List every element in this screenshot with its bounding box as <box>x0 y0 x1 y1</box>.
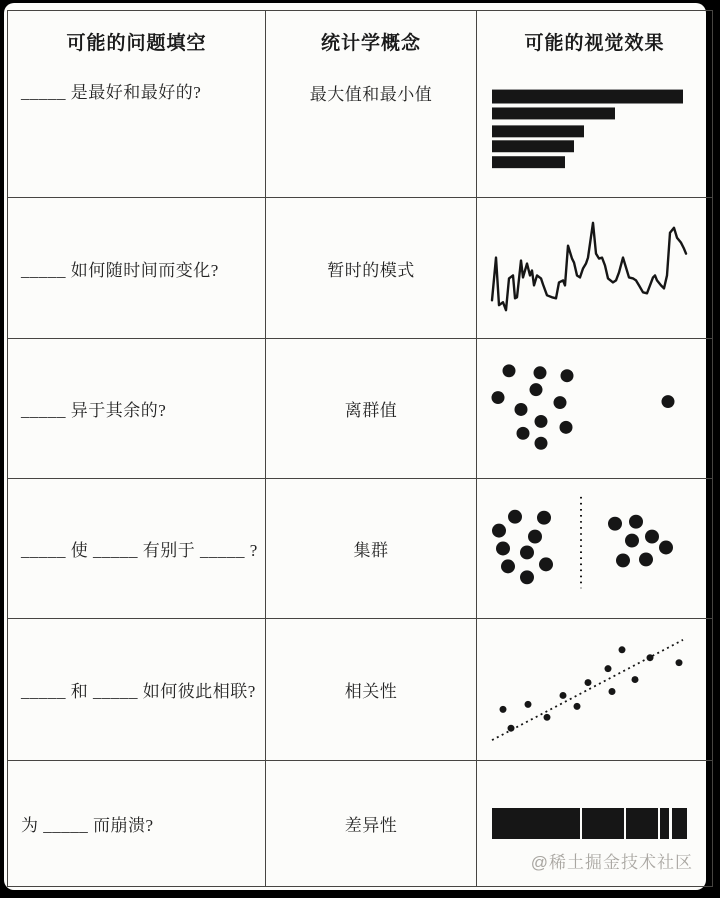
concept-cell <box>266 198 477 339</box>
concept-cell <box>266 11 477 198</box>
bar-chart <box>477 11 712 197</box>
line-chart <box>477 198 712 338</box>
concept-text: 离群值 <box>344 401 398 420</box>
correlation-scatter-chart <box>477 619 712 760</box>
question-text: _____ 如何随时间而变化? <box>21 260 219 280</box>
concept-cell <box>266 761 477 886</box>
page-sheet <box>4 3 706 890</box>
question-text: _____ 异于其余的? <box>21 401 167 420</box>
question-cell <box>8 479 266 619</box>
column-header-concepts: 统计学概念 <box>320 33 421 54</box>
question-cell <box>8 11 266 198</box>
question-cell <box>8 339 266 479</box>
column-header-questions: 可能的问题填空 <box>66 33 207 54</box>
question-text: _____ 使 _____ 有别于 _____ ? <box>21 541 258 560</box>
visual-cell <box>477 479 712 619</box>
concept-text: 最大值和最小值 <box>309 85 433 104</box>
visual-cell <box>477 619 712 761</box>
question-cell <box>8 619 266 761</box>
concept-text: 集群 <box>353 541 389 560</box>
concept-text: 相关性 <box>344 682 398 701</box>
visual-cell <box>477 11 712 198</box>
concept-cell <box>266 479 477 619</box>
visual-cell <box>477 198 712 339</box>
concept-text: 差异性 <box>344 816 398 835</box>
outlier-scatter-chart <box>477 339 712 478</box>
question-text: 为 _____ 而崩溃? <box>21 816 154 835</box>
column-header-visuals: 可能的视觉效果 <box>524 33 665 54</box>
watermark-text: @稀土掘金技术社区 <box>530 853 693 872</box>
concept-cell <box>266 339 477 479</box>
question-text: _____ 是最好和最好的? <box>21 83 202 102</box>
concepts-table <box>7 10 713 887</box>
cluster-scatter-chart <box>477 479 712 618</box>
visual-cell <box>477 339 712 479</box>
question-cell <box>8 198 266 339</box>
question-text: _____ 和 _____ 如何彼此相联? <box>21 682 256 701</box>
question-cell <box>8 761 266 886</box>
concept-cell <box>266 619 477 761</box>
concept-text: 暂时的模式 <box>327 260 415 280</box>
